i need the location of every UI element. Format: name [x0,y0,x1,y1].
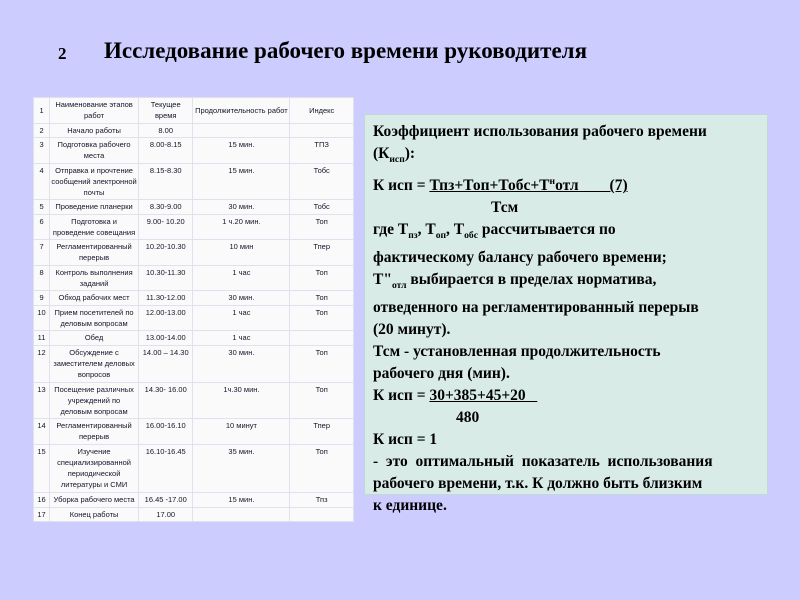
cell-num: 2 [34,123,50,137]
panel-line [373,473,759,495]
panel-line [373,219,759,247]
cell-num: 8 [34,265,50,291]
table-row [34,265,354,291]
slide-title: Исследование рабочего времени руководителя [104,38,588,63]
cell-duration: 1 час [193,265,290,291]
panel-line [373,197,759,219]
cell-time: 16.10-16.45 [138,445,193,493]
panel-line [373,495,759,517]
cell-time: 17.00 [138,507,193,522]
panel-text-segment: (20 минут). [373,321,451,339]
cell-duration: 15 мин. [193,137,290,163]
cell-index: Топ [290,445,354,493]
cell-num: 9 [34,291,50,305]
work-stages-table [33,97,354,522]
cell-index: ТПЗ [290,137,354,163]
panel-line [373,171,759,197]
panel-text-segment: Коэффициент использования рабочего времени [373,123,707,140]
cell-index: Тпер [290,240,354,266]
cell-time: 8.00-8.15 [138,137,193,163]
table-row [34,214,354,240]
cell-index: Тпз [290,493,354,507]
cell-name: Уборка рабочего места [50,493,139,507]
cell-duration: 10 мин [193,240,290,266]
cell-index: Топ [290,382,354,419]
panel-text-segment: исп [389,154,405,166]
table-row [34,331,354,345]
cell-name: Регламентированный перерыв [50,419,139,445]
slide-number: 2 [58,44,67,63]
cell-num: 4 [34,163,50,200]
cell-time: 9.00- 10.20 [138,214,193,240]
panel-text-segment: Тсм [491,199,519,217]
table-row [34,137,354,163]
cell-num: 10 [34,305,50,331]
panel-text-segment: где Т [373,221,409,239]
cell-duration: Продолжительность работ [193,98,290,124]
panel-text-segment: Тпз+Топ+Тобс+Т [429,177,550,195]
table-row [34,419,354,445]
panel-line [373,341,759,363]
panel-text-segment: Т" [373,271,392,289]
cell-duration: 30 мин. [193,345,290,382]
cell-index [290,331,354,345]
panel-text-segment: фактическому балансу рабочего времени; [373,249,667,267]
table-header-row [34,98,354,124]
cell-duration [193,507,290,522]
cell-num: 14 [34,419,50,445]
cell-name: Подготовка и проведение совещания [50,214,139,240]
panel-text-segment: отл (7) [555,177,628,195]
table-row [34,163,354,200]
cell-name: Обход рабочих мест [50,291,139,305]
cell-name: Прием посетителей по деловым вопросам [50,305,139,331]
table-row [34,123,354,137]
cell-index: Топ [290,345,354,382]
cell-time: 12.00-13.00 [138,305,193,331]
panel-line [373,407,759,429]
panel-text-segment: выбирается в пределах норматива, [406,271,657,289]
cell-duration: 1 час [193,305,290,331]
panel-text-segment: , Т [417,221,436,239]
panel-line [373,143,759,171]
cell-num: 3 [34,137,50,163]
panel-text-segment: 30+385+45+20 [429,387,538,405]
table-row [34,493,354,507]
cell-time: 8.30-9.00 [138,200,193,214]
cell-time: 11.30-12.00 [138,291,193,305]
cell-name: Подготовка рабочего места [50,137,139,163]
cell-duration: 35 мин. [193,445,290,493]
panel-text-segment: к единице [373,497,443,515]
cell-index: Топ [290,265,354,291]
panel-text-segment: ): [404,145,416,162]
table-row [34,200,354,214]
cell-index: Тобс [290,200,354,214]
table-row [34,305,354,331]
table-row [34,240,354,266]
cell-num: 11 [34,331,50,345]
panel-line [373,429,759,451]
cell-time: Текущее время [138,98,193,124]
panel-text-segment [429,177,627,194]
panel-text-segment: . [442,497,447,515]
cell-time: 8.00 [138,123,193,137]
panel-text-segment: оп [435,230,447,242]
cell-num: 7 [34,240,50,266]
panel-line [373,121,759,143]
panel-text-segment: рассчитывается по [477,221,616,239]
panel-text-segment: Тсм - установленная продолжительность [373,343,661,361]
table-row [34,291,354,305]
cell-name: Наименование этапов работ [50,98,139,124]
table-row [34,382,354,419]
cell-name: Обед [50,331,139,345]
cell-index: Индекс [290,98,354,124]
panel-line [373,451,759,473]
cell-duration: 1ч.30 мин. [193,382,290,419]
cell-index: Тобс [290,163,354,200]
panel-text-segment: отл [391,280,407,292]
cell-num: 6 [34,214,50,240]
cell-time: 10.30-11.30 [138,265,193,291]
panel-line [373,319,759,341]
cell-index: Топ [290,305,354,331]
cell-duration: 15 мин. [193,163,290,200]
panel-text-segment: рабочего дня (мин). [373,365,510,383]
cell-duration: 1 ч.20 мин. [193,214,290,240]
panel-line [373,363,759,385]
cell-name: Контроль выполнения заданий [50,265,139,291]
cell-num: 16 [34,493,50,507]
cell-duration [193,123,290,137]
panel-line [373,385,759,407]
cell-time: 16.45 -17.00 [138,493,193,507]
panel-text-segment: обс [464,230,478,242]
cell-duration: 30 мин. [193,200,290,214]
cell-duration: 15 мин. [193,493,290,507]
cell-time: 8.15-8.30 [138,163,193,200]
table-row [34,345,354,382]
panel-text-segment: (К [373,145,390,162]
cell-num: 5 [34,200,50,214]
cell-name: Конец работы [50,507,139,522]
panel-text-segment: отведенного на регламентированный перерыв [373,299,699,317]
panel-text-segment: , Т [446,221,465,239]
panel-text-segment: рабочего времени, т.к. К должно быть близким [373,475,703,493]
cell-time: 16.00-16.10 [138,419,193,445]
panel-line [373,269,759,297]
coefficient-panel [364,114,768,515]
cell-name: Начало работы [50,123,139,137]
panel-text-segment: 480 [456,409,480,427]
cell-name: Обсуждение с заместителем деловых вопросов [50,345,139,382]
cell-name: Отправка и прочтение сообщений электронной почты [50,163,139,200]
panel-line [373,247,759,269]
cell-name: Посещение различных учреждений по деловым вопросам [50,382,139,419]
cell-index: Тпер [290,419,354,445]
panel-text-segment: пз [408,230,418,242]
cell-num: 17 [34,507,50,522]
cell-num: 15 [34,445,50,493]
panel-text-segment: К исп = 1 [373,431,438,449]
cell-duration: 1 час [193,331,290,345]
cell-time: 13.00-14.00 [138,331,193,345]
table-row [34,507,354,522]
cell-name: Изучение специализированной периодической литературы и СМИ [50,445,139,493]
cell-index [290,507,354,522]
cell-duration: 30 мин. [193,291,290,305]
cell-index: Топ [290,291,354,305]
cell-time: 14.00 – 14.30 [138,345,193,382]
table-row [34,445,354,493]
cell-duration: 10 минут [193,419,290,445]
cell-index [290,123,354,137]
cell-time: 10.20-10.30 [138,240,193,266]
cell-name: Регламентированный перерыв [50,240,139,266]
cell-index: Топ [290,214,354,240]
panel-text-segment: - это оптимальный показатель использования [373,453,713,471]
cell-name: Проведение планерки [50,200,139,214]
cell-num: 12 [34,345,50,382]
cell-num: 13 [34,382,50,419]
panel-text-segment: К исп = [373,177,430,195]
panel-text-segment: К исп = [373,387,430,405]
panel-text-segment: н [549,176,556,188]
cell-time: 14.30- 16.00 [138,382,193,419]
cell-num: 1 [34,98,50,124]
panel-line [373,297,759,319]
